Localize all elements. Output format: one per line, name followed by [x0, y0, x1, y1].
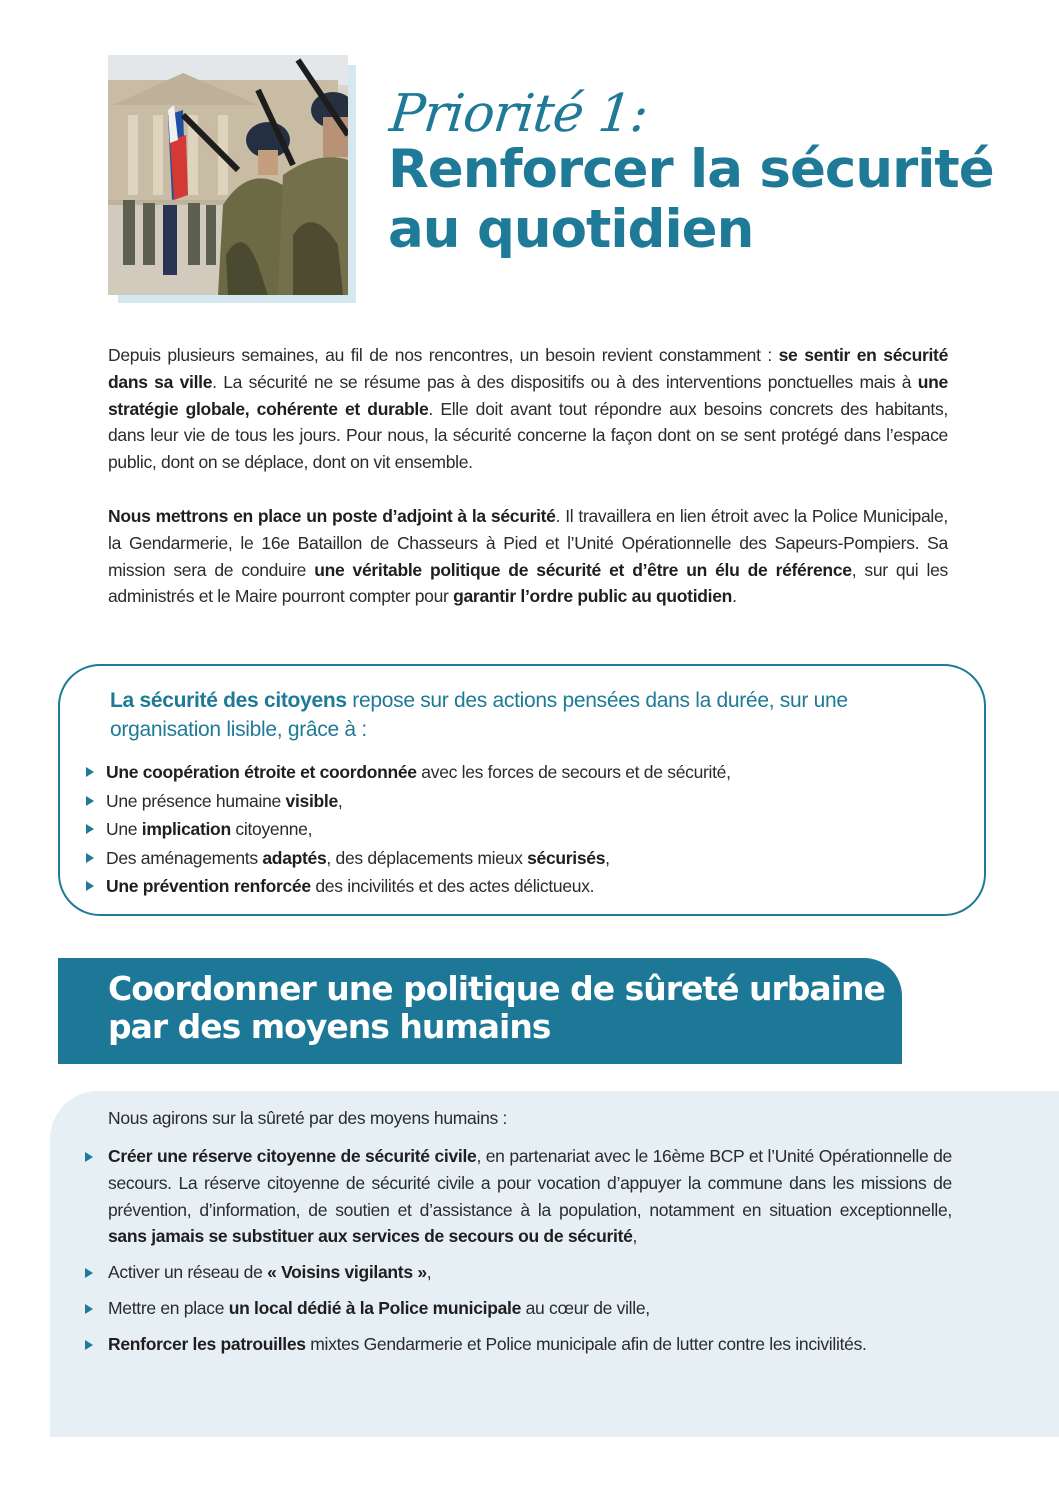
text-run: , en partenariat avec le 16ème BCP et l’Unité Opérationnelle de secours. La réserve citoyenne de sécurité civile a pour vocation d’appuyer la commune dans les missions de prévention, d’information, de soutien et d’assistance à la population, notamment en situation exceptionnelle,: [108, 1146, 952, 1220]
text-run: des incivilités et des actes délictueux.: [310, 876, 595, 897]
list-item-text: [106, 848, 610, 868]
bullet-arrow-icon: [85, 1152, 93, 1162]
list-item: [82, 1259, 952, 1286]
text-run: ,: [426, 1262, 432, 1283]
text-run: au cœur de ville,: [521, 1297, 650, 1318]
bold-text: Créer une réserve citoyenne de sécurité civile: [108, 1146, 477, 1166]
bullet-arrow-icon: [86, 853, 94, 863]
text-run: repose sur des actions pensées dans la durée, sur une organisation lisible, grâce à :: [110, 689, 848, 741]
text-run: . La sécurité ne se résume pas à des dispositifs ou à des interventions ponctuelles mais à: [212, 371, 918, 392]
bold-text: garantir l’ordre public au quotidien: [453, 586, 733, 607]
text-run: Une: [106, 819, 142, 840]
priority-label: Priorité 1:: [386, 84, 651, 144]
list-item-text: [106, 762, 731, 782]
bold-text: « Voisins vigilants »: [267, 1262, 427, 1283]
bold-text: Une coopération étroite et coordonnée: [106, 762, 417, 782]
bullet-arrow-icon: [85, 1304, 93, 1314]
list-item: [86, 758, 731, 787]
text-run: citoyenne,: [230, 819, 313, 840]
text-run: Depuis plusieurs semaines, au fil de nos rencontres, un besoin revient constamment :: [108, 345, 779, 365]
measures-intro: Nous agirons sur la sûreté par des moyens humains :: [108, 1108, 508, 1128]
text-run: Une présence humaine: [106, 790, 286, 811]
bold-text: un local dédié à la Police municipale: [228, 1297, 522, 1318]
list-item: [82, 1143, 952, 1250]
measures-panel: [50, 1091, 1059, 1437]
bold-text: implication: [141, 819, 231, 840]
header-photo: [108, 55, 356, 303]
bold-text: sans jamais se substituer aux services de secours ou de sécurité: [108, 1226, 633, 1247]
text-run: avec les forces de secours et de sécurité,: [416, 762, 731, 782]
text-run: ,: [605, 847, 610, 868]
citizens-box-list: [86, 758, 731, 901]
section-title-line-2: par des moyens humains: [108, 1007, 551, 1046]
bullet-arrow-icon: [86, 796, 94, 806]
text-run: . Il travaillera en lien étroit avec la Police Municipale, la Gendarmerie, le 16e Bataillon de Chasseurs à Pied et l’Unité Opérationnelle des Sapeurs-Pompiers. Sa mission sera de conduire: [108, 506, 948, 580]
list-item-text: [108, 1146, 952, 1246]
bold-text: Une prévention renforcée: [106, 876, 311, 897]
page-title: Renforcer la sécurité au quotidien: [388, 139, 994, 260]
list-item: [82, 1295, 952, 1322]
list-item-text: [106, 876, 594, 896]
text-run: mixtes Gendarmerie et Police municipale afin de lutter contre les incivilités.: [305, 1333, 867, 1354]
bold-text: adaptés: [262, 847, 327, 868]
bold-text: visible: [285, 790, 338, 811]
list-item: [86, 815, 731, 844]
text-run: Des aménagements: [106, 847, 263, 868]
list-item: [86, 872, 731, 901]
list-item-text: [108, 1334, 867, 1354]
bullet-arrow-icon: [86, 824, 94, 834]
citizens-box-intro: [110, 686, 960, 744]
bullet-arrow-icon: [86, 767, 94, 777]
text-run: , des déplacements mieux: [326, 847, 528, 868]
bold-text: La sécurité des citoyens: [110, 689, 347, 712]
bold-text: Nous mettrons en place un poste d’adjoint à la sécurité: [108, 506, 556, 526]
bold-text: sécurisés: [527, 847, 606, 868]
section-banner: [58, 958, 902, 1064]
bold-text: se sentir en sécurité dans sa ville: [108, 345, 949, 392]
text-run: ,: [632, 1226, 638, 1247]
text-run: Activer un réseau de: [108, 1262, 268, 1283]
list-item: [86, 844, 731, 873]
text-run: . Elle doit avant tout répondre aux besoins concrets des habitants, dans leur vie de tous les jours. Pour nous, la sécurité concerne la façon dont on se sent protégé dans l’espace public, dont on se déplace, dont on vit ensemble.: [108, 398, 948, 473]
section-title: [108, 970, 888, 1046]
intro-paragraph-2: [108, 503, 948, 610]
citizens-security-box: [58, 664, 986, 916]
bullet-arrow-icon: [85, 1268, 93, 1278]
bold-text: une stratégie globale, cohérente et durable: [108, 371, 948, 419]
text-run: .: [732, 586, 737, 607]
list-item-text: [106, 791, 342, 811]
bullet-arrow-icon: [86, 881, 94, 891]
bold-text: une véritable politique de sécurité et d’être un élu de référence: [314, 559, 852, 580]
list-item: [86, 787, 731, 816]
intro-paragraph-1: [108, 342, 948, 476]
list-item-text: [108, 1298, 650, 1318]
text-run: ,: [337, 790, 343, 811]
bold-text: Renforcer les patrouilles: [108, 1333, 306, 1354]
list-item: [82, 1331, 952, 1358]
text-run: Mettre en place: [108, 1297, 229, 1318]
list-item-text: [108, 1262, 431, 1282]
measures-list: [82, 1143, 952, 1367]
bullet-arrow-icon: [85, 1340, 93, 1350]
section-title-line-1: Coordonner une politique de sûreté urbaine: [108, 969, 885, 1008]
list-item-text: [106, 819, 312, 839]
military-parade-photo: [108, 55, 348, 295]
text-run: , sur qui les administrés et le Maire pourront compter pour: [108, 559, 948, 607]
